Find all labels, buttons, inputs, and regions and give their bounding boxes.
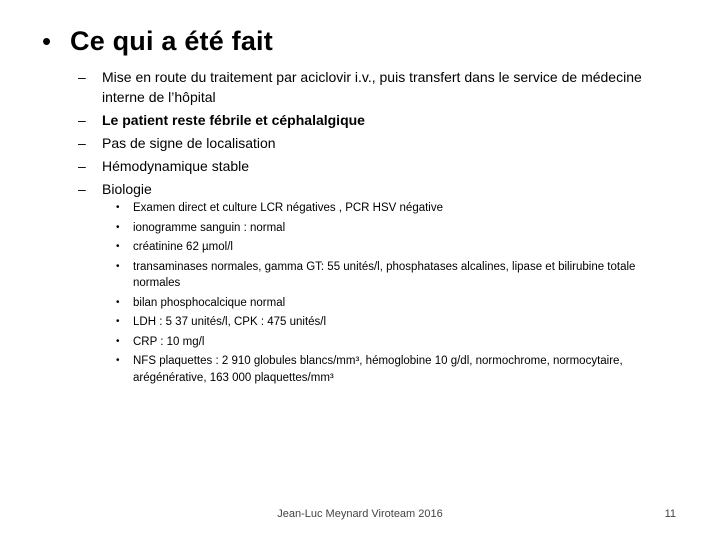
bullet-marker: • [116, 202, 120, 213]
bullet-marker: • [116, 260, 120, 272]
slide-footer: Jean-Luc Meynard Viroteam 2016 [277, 508, 443, 520]
list-item [78, 67, 680, 107]
list-item-text: Mise en route du traitement par aciclovir i.v., puis transfert dans le service de médecine interne de l’hôpital [102, 69, 642, 105]
sub-list-item [116, 239, 650, 256]
sub-list-item [116, 334, 650, 351]
sub-list-item-text: CRP : 10 mg/l [133, 335, 205, 348]
main-list [78, 67, 680, 202]
sub-list-item [116, 314, 650, 331]
dash-marker: – [78, 135, 86, 151]
sub-list-item [116, 259, 650, 292]
sub-list-item [116, 220, 650, 237]
title-row [42, 26, 273, 57]
sub-list-item [116, 295, 650, 312]
dash-marker: – [78, 69, 86, 85]
sub-list-item-text: bilan phosphocalcique normal [133, 296, 286, 309]
bullet-marker: • [116, 296, 120, 308]
bullet-marker: • [116, 355, 120, 366]
sub-list-item-text: créatinine 62 µmol/l [133, 241, 233, 253]
sub-list-item-text: transaminases normales, gamma GT: 55 unités/l, phosphatases alcalines, lipase et bilirubine totale normales [133, 260, 636, 289]
list-item-text: Pas de signe de localisation [102, 135, 276, 151]
bullet-marker: • [116, 221, 120, 233]
list-item-text: Le patient reste fébrile et céphalalgique [102, 112, 365, 128]
list-item [78, 156, 680, 176]
dash-marker: – [78, 158, 86, 174]
sub-list-item [116, 200, 650, 217]
bullet-marker: • [116, 335, 120, 347]
list-item [78, 110, 680, 130]
sub-list-item-text: LDH : 5 37 unités/l, CPK : 475 unités/l [133, 316, 327, 328]
bullet-marker: • [116, 241, 120, 252]
sub-list-item-text: Examen direct et culture LCR négatives , PCR HSV négative [133, 202, 444, 214]
title-bullet: • [42, 26, 52, 56]
dash-marker: – [78, 181, 86, 197]
biologie-list [116, 200, 650, 389]
sub-list-item-text: ionogramme sanguin : normal [133, 221, 286, 234]
page-number: 11 [664, 508, 676, 520]
sub-list-item [116, 353, 650, 386]
slide-title: Ce qui a été fait [70, 26, 273, 56]
bullet-marker: • [116, 316, 120, 327]
list-item-text: Biologie [102, 181, 152, 197]
sub-list-item-text: NFS plaquettes : 2 910 globules blancs/mm³, hémoglobine 10 g/dl, normochrome, normocytaire, arégénérative, 163 000 plaquettes/mm³ [133, 355, 623, 384]
dash-marker: – [78, 112, 86, 128]
list-item [78, 179, 680, 199]
list-item [78, 133, 680, 153]
list-item-text: Hémodynamique stable [102, 158, 250, 174]
